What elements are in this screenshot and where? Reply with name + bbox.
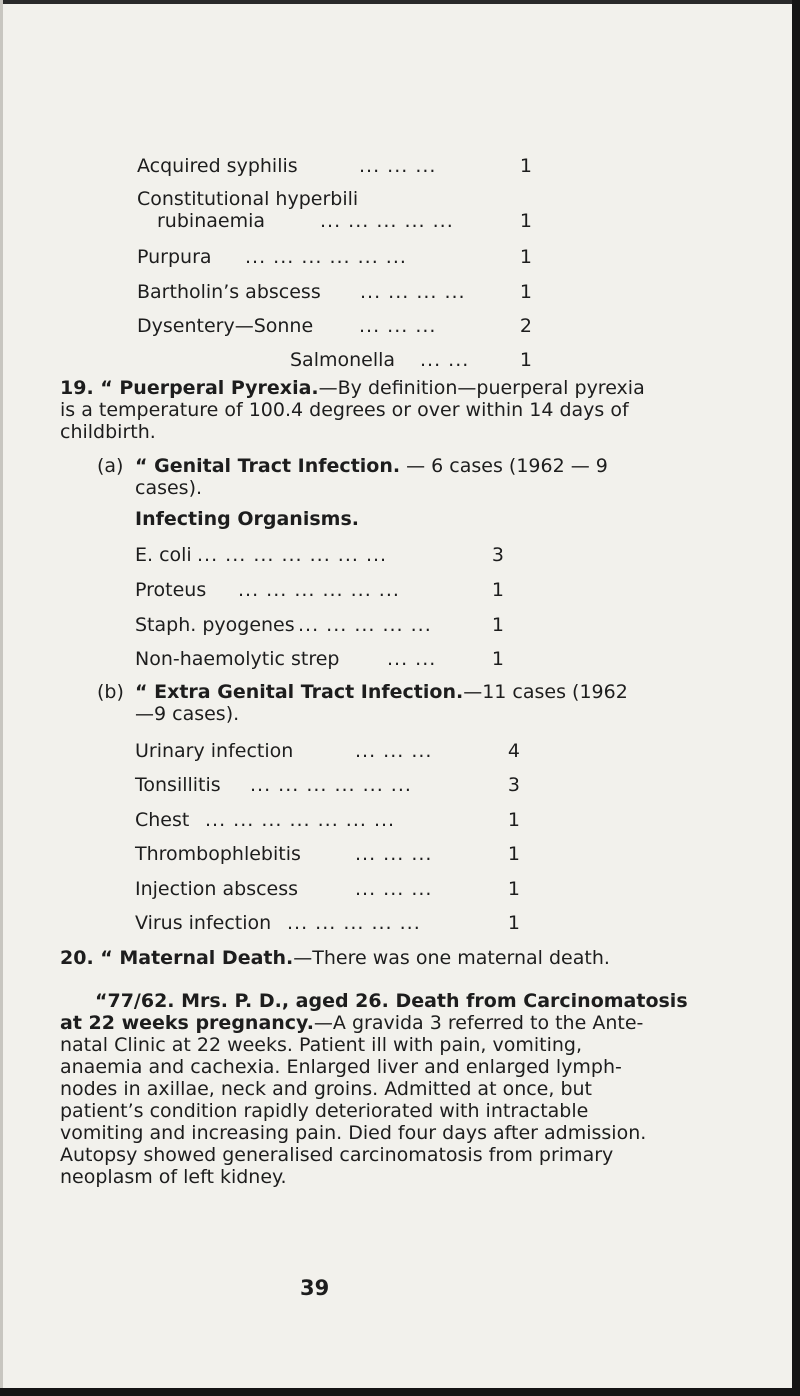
page-edge-bottom: [0, 1388, 800, 1396]
item-label: rubinaemia: [157, 210, 265, 232]
case-text: —A gravida 3 referred to the Ante-: [313, 1012, 644, 1034]
leader-dots: ... ... ... ... ... ... ...: [197, 544, 388, 566]
item-label: Injection abscess: [135, 878, 299, 900]
subsection-b-line-2: —9 cases).: [135, 703, 240, 725]
item-count: 1: [491, 614, 504, 636]
case-line: vomiting and increasing pain. Died four days after admission.: [60, 1122, 647, 1144]
leader-dots: ... ... ...: [359, 315, 437, 337]
leader-dots: ... ... ... ... ... ...: [250, 774, 412, 796]
leader-dots: ... ... ...: [355, 878, 433, 900]
item-count: 1: [519, 246, 532, 268]
leader-dots: ... ... ... ... ... ... ...: [205, 809, 396, 831]
item-count: 3: [507, 774, 520, 796]
section-heading: 19. “ Puerperal Pyrexia.: [60, 377, 319, 399]
leader-dots: ... ... ... ...: [360, 281, 466, 303]
item-label: Non-haemolytic strep: [135, 648, 340, 670]
item-count: 1: [507, 809, 520, 831]
item-label: Staph. pyogenes: [135, 614, 295, 636]
item-count: 3: [491, 544, 504, 566]
item-count: 1: [519, 155, 532, 177]
case-line: patient’s condition rapidly deteriorated with intractable: [60, 1100, 589, 1122]
item-count: 1: [491, 579, 504, 601]
item-label: Tonsillitis: [135, 774, 221, 796]
subsection-text: —11 cases (1962: [463, 681, 628, 703]
subsection-a-line-1: [97, 455, 697, 477]
section-heading: 20. “ Maternal Death.: [60, 947, 294, 969]
subsection-heading: “ Genital Tract Infection.: [135, 455, 401, 477]
item-label: Chest: [135, 809, 190, 831]
section-text: —There was one maternal death.: [293, 947, 610, 969]
item-label: Proteus: [135, 579, 207, 601]
item-label: Constitutional hyperbili: [137, 188, 359, 210]
leader-dots: ... ... ... ... ...: [287, 912, 421, 934]
item-label: Virus infection: [135, 912, 272, 934]
section-text: —By definition—puerperal pyrexia: [318, 377, 645, 399]
item-count: 1: [519, 349, 532, 371]
case-line: neoplasm of left kidney.: [60, 1166, 287, 1188]
section-19-line-2: is a temperature of 100.4 degrees or over within 14 days of: [60, 399, 629, 421]
case-line: natal Clinic at 22 weeks. Patient ill with pain, vomiting,: [60, 1034, 583, 1056]
section-19-line-3: childbirth.: [60, 421, 156, 443]
case-heading-line-1: “77/62. Mrs. P. D., aged 26. Death from Carcinomatosis: [95, 990, 688, 1012]
subsection-heading: “ Extra Genital Tract Infection.: [135, 681, 464, 703]
case-heading-continued: at 22 weeks pregnancy.: [60, 1012, 314, 1034]
section-19-line-1: [60, 377, 660, 399]
case-heading-line-2: [60, 1012, 643, 1034]
item-label: E. coli: [135, 544, 192, 566]
item-label: Purpura: [137, 246, 212, 268]
leader-dots: ... ... ...: [355, 740, 433, 762]
subsection-text: — 6 cases (1962 — 9: [400, 455, 608, 477]
subsection-b-line-1: [97, 681, 697, 703]
section-20-line: [60, 947, 610, 969]
item-count: 2: [519, 315, 532, 337]
page-number: 39: [300, 1276, 330, 1300]
item-label: Urinary infection: [135, 740, 294, 762]
item-count: 1: [507, 843, 520, 865]
item-label: Thrombophlebitis: [135, 843, 301, 865]
item-count: 1: [507, 878, 520, 900]
case-line: anaemia and cachexia. Enlarged liver and enlarged lymph-: [60, 1056, 622, 1078]
case-line: nodes in axillae, neck and groins. Admitted at once, but: [60, 1078, 592, 1100]
leader-dots: ... ... ... ... ...: [320, 210, 454, 232]
item-count: 1: [507, 912, 520, 934]
leader-dots: ... ... ...: [359, 155, 437, 177]
item-count: 1: [491, 648, 504, 670]
item-count: 4: [507, 740, 520, 762]
item-count: 1: [519, 210, 532, 232]
case-line: Autopsy showed generalised carcinomatosis from primary: [60, 1144, 614, 1166]
leader-dots: ... ... ... ... ...: [298, 614, 432, 636]
item-label: Bartholin’s abscess: [137, 281, 321, 303]
subsection-marker: (a): [97, 455, 124, 477]
leader-dots: ... ...: [387, 648, 437, 670]
leader-dots: ... ...: [420, 349, 470, 371]
leader-dots: ... ... ... ... ... ...: [245, 246, 407, 268]
leader-dots: ... ... ...: [355, 843, 433, 865]
item-label: Dysentery—Sonne: [137, 315, 314, 337]
organisms-heading: Infecting Organisms.: [135, 508, 359, 530]
subsection-marker: (b): [97, 681, 124, 703]
leader-dots: ... ... ... ... ... ...: [238, 579, 400, 601]
item-count: 1: [519, 281, 532, 303]
item-label: Acquired syphilis: [137, 155, 298, 177]
subsection-a-line-2: cases).: [135, 477, 203, 499]
page-edge-right: [792, 0, 800, 1396]
item-label: Salmonella: [290, 349, 396, 371]
